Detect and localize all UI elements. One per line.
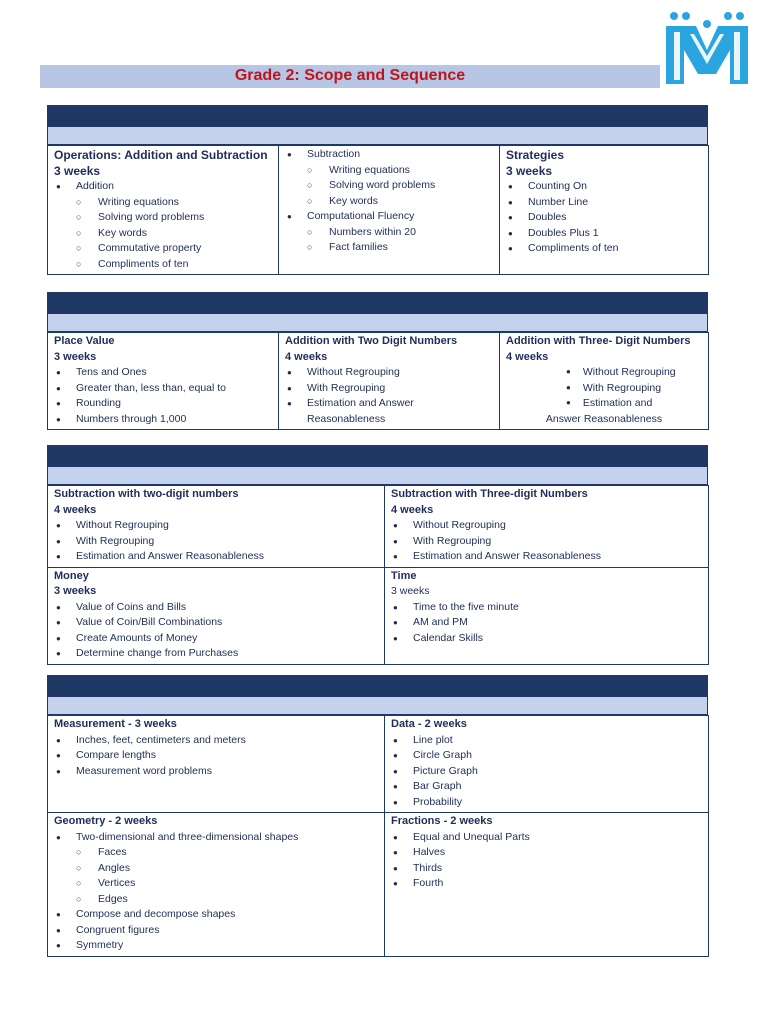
section-heading: Addition with Three- Digit Numbers — [506, 335, 691, 347]
bullet-list — [54, 600, 378, 662]
list-item: ● Calendar Skills — [391, 631, 702, 647]
list-item: ● Circle Graph — [391, 748, 702, 764]
list-item: ● Compose and decompose shapes — [54, 907, 378, 923]
list-item: ● Symmetry — [54, 938, 378, 954]
list-item: ● Thirds — [391, 861, 702, 877]
section-heading: Time — [391, 569, 417, 582]
bullet-list — [285, 365, 493, 427]
list-subitem: ○ Vertices — [54, 876, 378, 892]
section-heading: Addition with Two Digit Numbers — [285, 335, 458, 347]
section-weeks: 3 weeks — [54, 585, 97, 597]
quarter-4-block — [47, 675, 708, 957]
list-subitem: ○ Compliments of ten — [54, 257, 272, 273]
list-item: ● Line plot — [391, 733, 702, 749]
bullet-list — [54, 518, 378, 565]
quarter-2-header-bar — [47, 292, 708, 314]
section-weeks: 3 weeks — [54, 350, 97, 363]
quarter-3-header-bar — [47, 445, 708, 467]
q2-addition-two-digit-cell — [279, 333, 500, 430]
section-heading: Operations: Addition and Subtraction — [54, 148, 268, 162]
bullet-list — [54, 365, 272, 427]
list-item: ● Create Amounts of Money — [54, 631, 378, 647]
list-item: ● Rounding — [54, 396, 272, 412]
list-item: ● Two-dimensional and three-dimensional shapes — [54, 830, 378, 846]
list-item: ● Value of Coins and Bills — [54, 600, 378, 616]
quarter-4-subheader-bar — [47, 697, 708, 715]
q1-operations-cell — [48, 146, 279, 275]
q4-data-cell — [385, 716, 709, 813]
list-item — [506, 365, 702, 381]
section-weeks: 4 weeks — [285, 350, 328, 363]
list-item: ● With Regrouping — [391, 534, 702, 550]
bullet-list — [391, 830, 702, 892]
list-item: ● Numbers through 1,000 — [54, 412, 272, 428]
section-heading: Geometry - 2 weeks — [54, 815, 158, 827]
section-weeks: 3 weeks — [391, 585, 430, 597]
list-item: ● Number Line — [506, 195, 702, 211]
list-item: ● Time to the five minute — [391, 600, 702, 616]
list-item: ● Addition — [54, 179, 272, 195]
list-item: ● Probability — [391, 795, 702, 811]
section-weeks: 4 weeks — [391, 503, 434, 516]
letter-m-people-logo-icon — [664, 10, 750, 86]
list-subitem: ○ Edges — [54, 892, 378, 908]
list-item: ● Subtraction — [285, 147, 493, 163]
list-subitem: ○ Key words — [54, 226, 272, 242]
list-item: ● With Regrouping — [54, 534, 378, 550]
list-item — [506, 396, 702, 412]
quarter-4-header-bar — [47, 675, 708, 697]
q4-fractions-cell — [385, 813, 709, 957]
list-subitem: ○ Numbers within 20 — [285, 225, 493, 241]
list-item: ● With Regrouping — [285, 381, 493, 397]
section-weeks: 4 weeks — [54, 503, 97, 516]
list-subitem: ○ Faces — [54, 845, 378, 861]
q3-money-cell — [48, 567, 385, 664]
bullet-list — [391, 518, 702, 565]
bullet-list — [54, 830, 378, 954]
section-heading: Subtraction with two-digit numbers — [54, 488, 239, 500]
section-heading: Place Value — [54, 335, 115, 347]
bullet-list — [54, 179, 272, 272]
list-item: ● Without Regrouping — [285, 365, 493, 381]
section-heading: Measurement - 3 weeks — [54, 718, 177, 730]
section-weeks: 4 weeks — [506, 350, 549, 363]
section-heading: Subtraction with Three-digit Numbers — [391, 488, 588, 500]
list-subitem: ○ Writing equations — [285, 163, 493, 179]
list-item: ● Inches, feet, centimeters and meters — [54, 733, 378, 749]
list-item: ● AM and PM — [391, 615, 702, 631]
section-heading: Fractions - 2 weeks — [391, 815, 493, 827]
section-weeks: 3 weeks — [54, 164, 101, 178]
q3-subtraction-two-digit-cell — [48, 486, 385, 568]
quarter-2-table — [47, 332, 709, 430]
list-item: ● Estimation and Answer Reasonableness — [54, 549, 378, 565]
list-item: ● Estimation and Answer Reasonableness — [391, 549, 702, 565]
q3-time-cell — [385, 567, 709, 664]
list-item: ● Tens and Ones — [54, 365, 272, 381]
quarter-2-block — [47, 292, 708, 430]
list-item: ● Without Regrouping — [54, 518, 378, 534]
bullet-list — [285, 147, 493, 256]
bullet-list — [506, 179, 702, 257]
list-subitem: ○ Solving word problems — [285, 178, 493, 194]
list-subitem: ○ Key words — [285, 194, 493, 210]
list-item: ● Compare lengths — [54, 748, 378, 764]
list-item: ● Picture Graph — [391, 764, 702, 780]
list-item-continuation: Reasonableness — [307, 412, 386, 425]
list-item-text: Without Regrouping — [582, 366, 676, 378]
quarter-1-table — [47, 145, 709, 275]
list-item: ● Measurement word problems — [54, 764, 378, 780]
quarter-1-subheader-bar — [47, 127, 708, 145]
list-subitem: ○ Solving word problems — [54, 210, 272, 226]
list-item: ● Value of Coin/Bill Combinations — [54, 615, 378, 631]
section-weeks: 3 weeks — [506, 164, 553, 178]
list-item: ● Estimation and Answer — [285, 396, 493, 412]
bullet-list — [391, 733, 702, 811]
list-item: ● Equal and Unequal Parts — [391, 830, 702, 846]
bullet-list — [391, 600, 702, 647]
quarter-3-subheader-bar — [47, 467, 708, 485]
title-bar — [40, 65, 660, 88]
bullet-list — [54, 733, 378, 780]
list-item: ● Compliments of ten — [506, 241, 702, 257]
section-heading: Data - 2 weeks — [391, 718, 467, 730]
q1-subtraction-cell — [279, 146, 500, 275]
section-heading: Strategies — [506, 148, 565, 162]
list-item: ● Greater than, less than, equal to — [54, 381, 272, 397]
list-subitem: ○ Writing equations — [54, 195, 272, 211]
quarter-3-table — [47, 485, 709, 665]
q1-strategies-cell — [500, 146, 709, 275]
list-item: ● Halves — [391, 845, 702, 861]
q2-place-value-cell — [48, 333, 279, 430]
list-item: ● Counting On — [506, 179, 702, 195]
list-subitem: ○ Fact families — [285, 240, 493, 256]
q4-measurement-cell — [48, 716, 385, 813]
quarter-1-header-bar — [47, 105, 708, 127]
quarter-3-block — [47, 445, 708, 665]
list-subitem: ○ Angles — [54, 861, 378, 877]
list-item-text: Estimation and — [582, 397, 653, 409]
list-subitem: ○ Commutative property — [54, 241, 272, 257]
quarter-4-table — [47, 715, 709, 957]
quarter-1-block — [47, 105, 708, 275]
section-heading: Money — [54, 569, 89, 582]
list-item: ● Doubles — [506, 210, 702, 226]
list-item: ● Determine change from Purchases — [54, 646, 378, 662]
list-item: ● Fourth — [391, 876, 702, 892]
list-item: ● Without Regrouping — [391, 518, 702, 534]
q2-addition-three-digit-cell — [500, 333, 709, 430]
list-item — [506, 381, 702, 397]
list-item: ● Congruent figures — [54, 923, 378, 939]
bullet-list — [506, 365, 702, 427]
list-item: ● Doubles Plus 1 — [506, 226, 702, 242]
quarter-2-subheader-bar — [47, 314, 708, 332]
q4-geometry-cell — [48, 813, 385, 957]
list-item-continuation: Answer Reasonableness — [545, 412, 663, 425]
list-item: ● Computational Fluency — [285, 209, 493, 225]
page-title: Grade 2: Scope and Sequence — [234, 67, 466, 84]
list-item: ● Bar Graph — [391, 779, 702, 795]
list-item-text: With Regrouping — [582, 381, 662, 394]
q3-subtraction-three-digit-cell — [385, 486, 709, 568]
